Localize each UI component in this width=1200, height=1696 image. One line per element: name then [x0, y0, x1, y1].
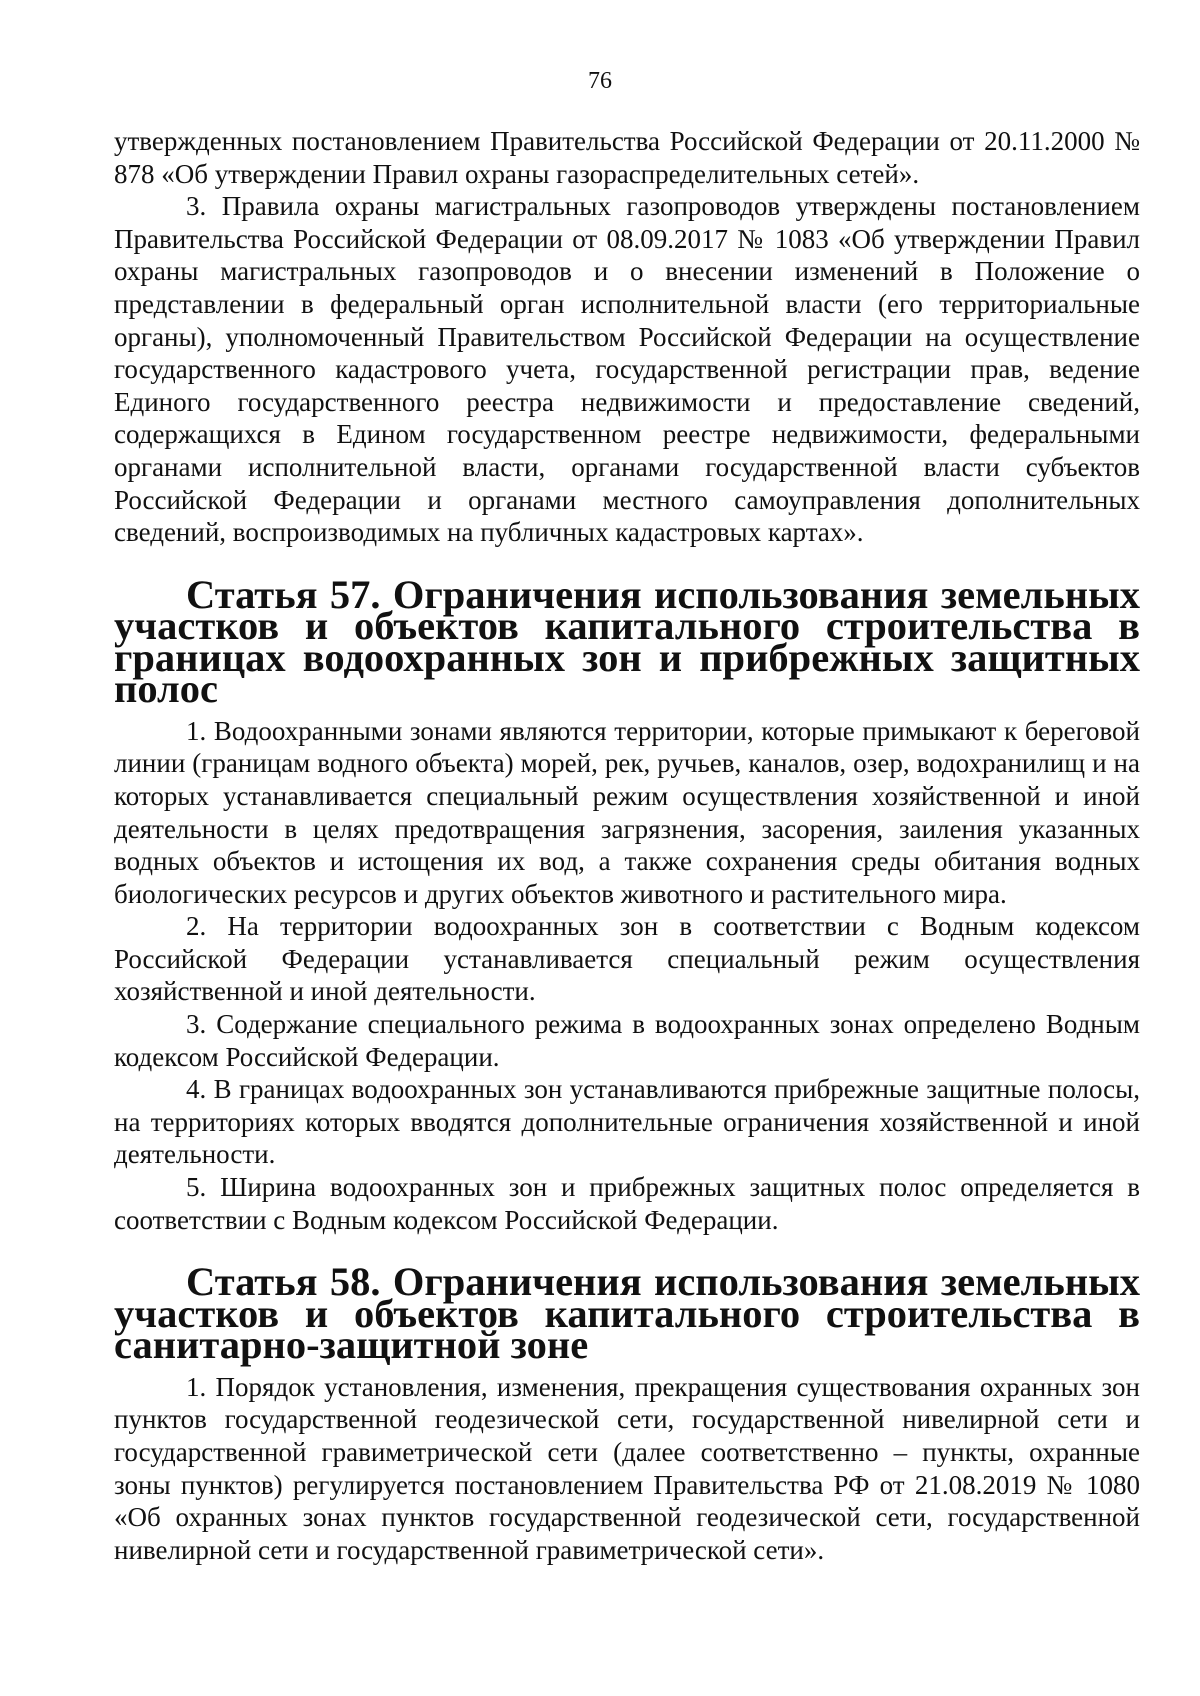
document-body	[114, 125, 1140, 1566]
intro-item-3: 3. Правила охраны магистральных газопроводов утверждены постановлением Правительства Российской Федерации от 08.09.2017 № 1083 «Об утверждении Правил охраны магистральных газопроводов и о внесении изменений в Положение о представлении в федеральный орган исполнительной власти (его территориальные органы), уполномоченный Правительством Российской Федерации на осуществление государственного кадастрового учета, государственной регистрации прав, ведение Единого государственного реестра недвижимости и предоставление сведений, содержащихся в Едином государственном реестре недвижимости, федеральными органами исполнительной власти, органами государственной власти субъектов Российской Федерации и органами местного самоуправления дополнительных сведений, воспроизводимых на публичных кадастровых картах».	[114, 191, 1140, 548]
article-58-heading: Статья 58. Ограничения использования земельных участков и объектов капитального строительства в санитарно-защитной зоне	[114, 1259, 1140, 1368]
article-57-item-5: 5. Ширина водоохранных зон и прибрежных защитных полос определяется в соответствии с Водным кодексом Российской Федерации.	[114, 1172, 1140, 1235]
article-57-heading: Статья 57. Ограничения использования земельных участков и объектов капитального строительства в границах водоохранных зон и прибрежных защитных полос	[114, 571, 1140, 712]
article-57-item-3: 3. Содержание специального режима в водоохранных зонах определено Водным кодексом Российской Федерации.	[114, 1009, 1140, 1072]
page-number: 76	[588, 68, 612, 94]
article-58-item-1: 1. Порядок установления, изменения, прекращения существования охранных зон пунктов государственной геодезической сети, государственной нивелирной сети и государственной гравиметрической сети (далее соответственно – пункты, охранные зоны пунктов) регулируется постановлением Правительства РФ от 21.08.2019 № 1080 «Об охранных зонах пунктов государственной геодезической сети, государственной нивелирной сети и государственной гравиметрической сети».	[114, 1371, 1140, 1565]
article-57-item-1: 1. Водоохранными зонами являются территории, которые примыкают к береговой линии (границам водного объекта) морей, рек, ручьев, каналов, озер, водохранилищ и на которых устанавливается специальный режим осуществления хозяйственной и иной деятельности в целях предотвращения загрязнения, засорения, заиления указанных водных объектов и истощения их вод, а также сохранения среды обитания водных биологических ресурсов и других объектов животного и растительного мира.	[114, 715, 1140, 909]
intro-continuation: утвержденных постановлением Правительства Российской Федерации от 20.11.2000 № 878 «Об утверждении Правил охраны газораспределительных сетей».	[114, 126, 1140, 189]
article-57-item-4: 4. В границах водоохранных зон устанавливаются прибрежные защитные полосы, на территориях которых вводятся дополнительные ограничения хозяйственной и иной деятельности.	[114, 1074, 1140, 1170]
article-57-item-2: 2. На территории водоохранных зон в соответствии с Водным кодексом Российской Федерации устанавливается специальный режим осуществления хозяйственной и иной деятельности.	[114, 911, 1140, 1007]
